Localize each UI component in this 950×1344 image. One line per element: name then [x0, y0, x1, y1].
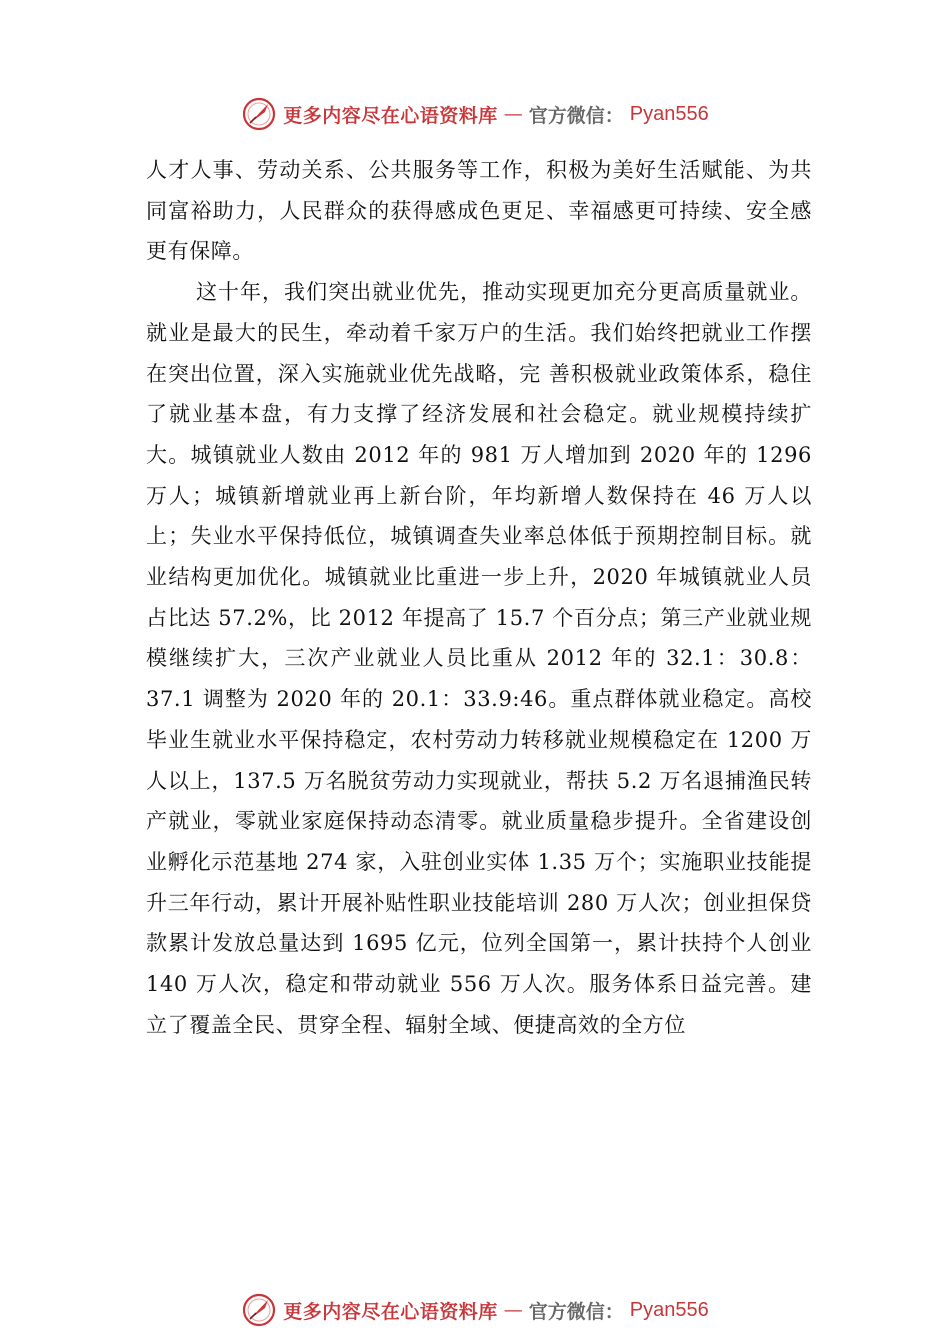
quill-seal-icon: [241, 96, 277, 132]
banner-separator: —: [503, 103, 523, 125]
paragraph-employment: 这十年，我们突出就业优先，推动实现更加充分更高质量就业。就业是最大的民生，牵动着千家万户的生活。我们始终把就业工作摆在突出位置，深入实施就业优先战略，完 善积极就业政策体系，稳住了就业基本盘，有力支撑了经济发展和社会稳定。就业规模持续扩大。城镇就业人数由 2012 年的 981 万人增加到 2020 年的 1296 万人；城镇新增就业再上新台阶，年均新增人数保持在 46 万人以上；失业水平保持低位，城镇调查失业率总体低于预期控制目标。就业结构更加优化。城镇就业比重进一步上升，2020 年城镇就业人员占比达 57.2%，比 2012 年提高了 15.7 个百分点；第三产业就业规模继续扩大，三次产业就业人员比重从 2012 年的 32.1：30.8：37.1 调整为 2020 年的 20.1：33.9:46。重点群体就业稳定。高校毕业生就业水平保持稳定，农村劳动力转移就业规模稳定在 1200 万人以上，137.5 万名脱贫劳动力实现就业，帮扶 5.2 万名退捕渔民转产就业，零就业家庭保持动态清零。就业质量稳步提升。全省建设创业孵化示范基地 274 家，入驻创业实体 1.35 万个；实施职业技能提升三年行动，累计开展补贴性职业技能培训 280 万人次；创业担保贷款累计发放总量达到 1695 亿元，位列全国第一，累计扶持个人创业 140 万人次，稳定和带动就业 556 万人次。服务体系日益完善。建立了覆盖全民、贯穿全程、辐射全域、便捷高效的全方位: [146, 280, 812, 1037]
banner-wechat-id: Pyan556: [629, 1298, 709, 1321]
banner-main-text: 更多内容尽在心语资料库: [283, 1300, 498, 1323]
quill-seal-icon: [241, 1292, 277, 1328]
banner-wechat-label: 官方微信：: [528, 104, 624, 127]
footer-banner: [0, 1290, 950, 1330]
banner-wechat-id: Pyan556: [629, 102, 709, 125]
banner-wechat-label: 官方微信：: [528, 1300, 624, 1323]
document-body: [146, 150, 812, 1045]
banner-main-text: 更多内容尽在心语资料库: [283, 104, 498, 127]
paragraph-continuation: 人才人事、劳动关系、公共服务等工作，积极为美好生活赋能、为共同富裕助力，人民群众的获得感成色更足、幸福感更可持续、安全感更有保障。: [146, 158, 812, 264]
header-banner: [0, 94, 950, 134]
banner-separator: —: [503, 1299, 523, 1321]
